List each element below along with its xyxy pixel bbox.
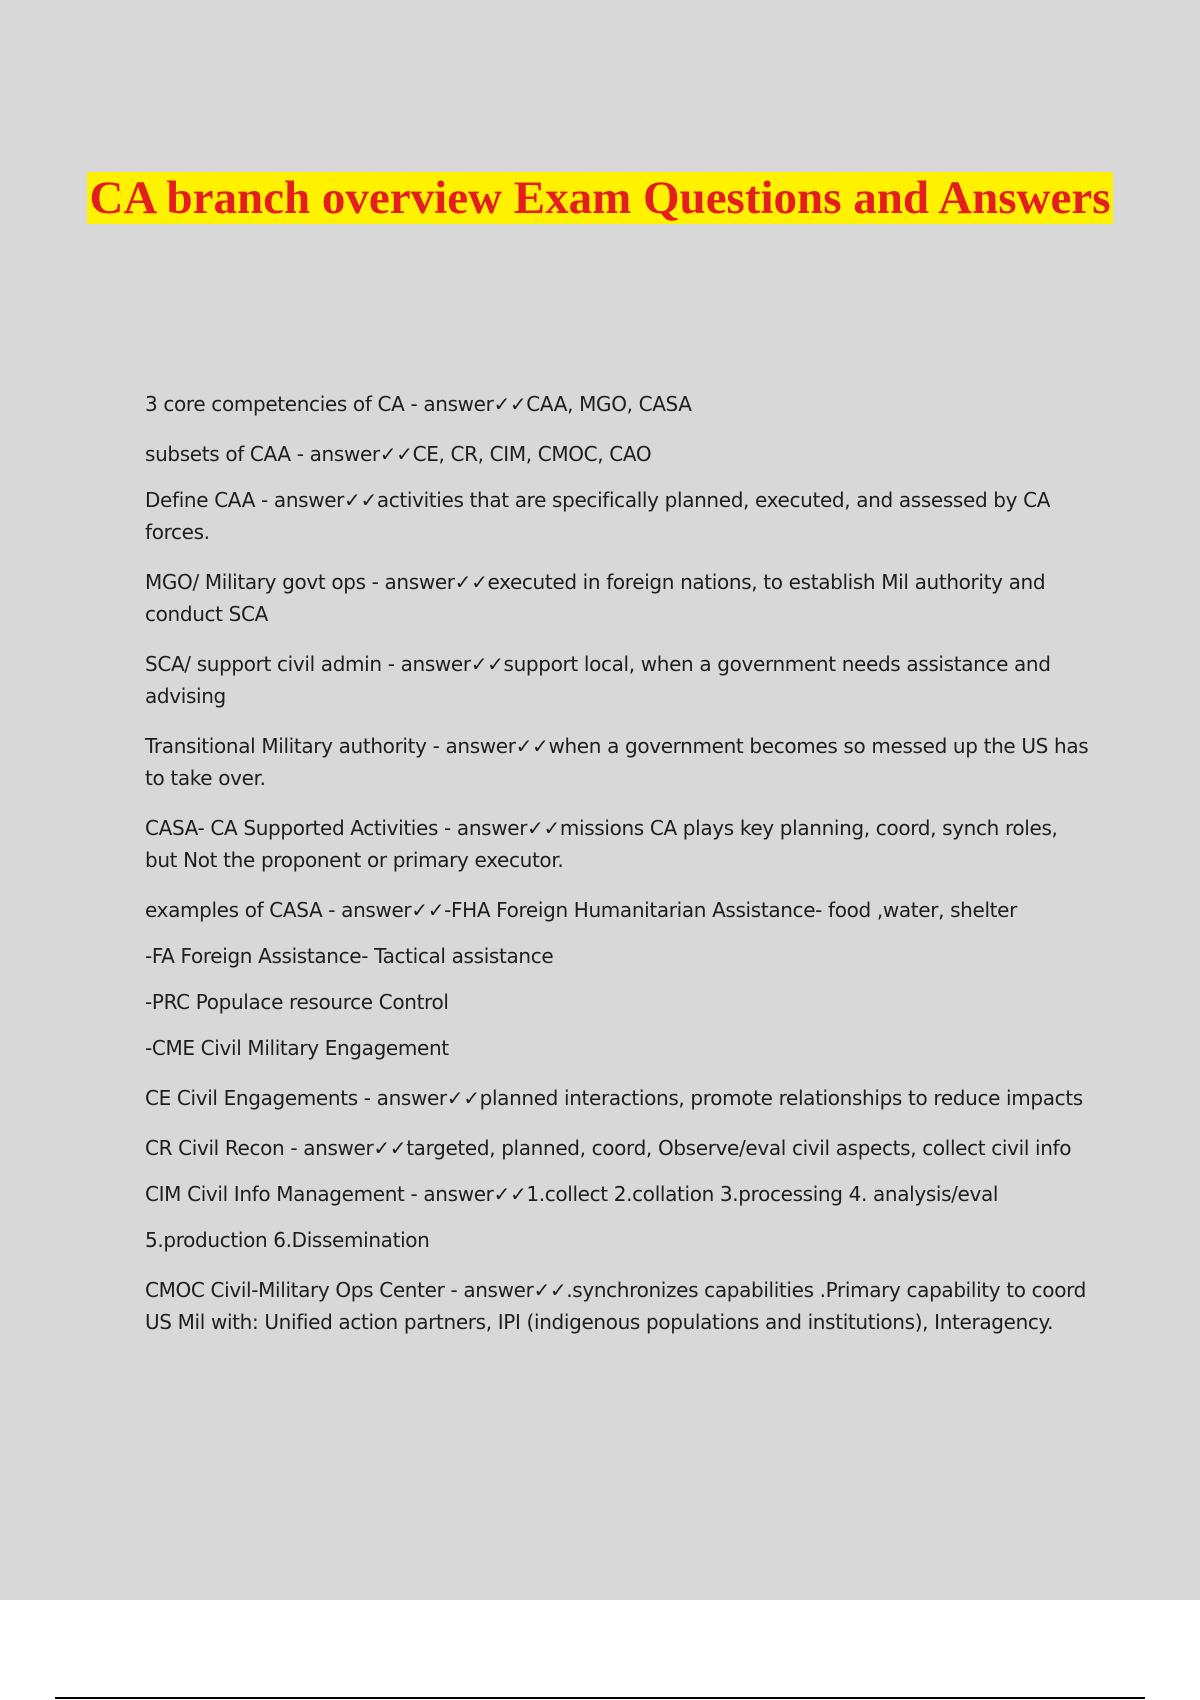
qa-entry: 3 core competencies of CA - answer✓✓CAA, MGO, CASA (145, 392, 692, 416)
footer-divider (55, 1697, 1145, 1699)
qa-entry: -FA Foreign Assistance- Tactical assistance (145, 944, 554, 968)
qa-entry: Transitional Military authority - answer✓✓when a government becomes so messed up the US has to take over. (145, 734, 1089, 790)
qa-list (145, 388, 1095, 1356)
qa-entry: CIM Civil Info Management - answer✓✓1.collect 2.collation 3.processing 4. analysis/eval (145, 1182, 999, 1206)
qa-entry: -CME Civil Military Engagement (145, 1036, 449, 1060)
qa-entry: subsets of CAA - answer✓✓CE, CR, CIM, CMOC, CAO (145, 442, 652, 466)
document-title-text: CA branch overview Exam Questions and Answers (89, 172, 1111, 224)
qa-entry: CR Civil Recon - answer✓✓targeted, planned, coord, Observe/eval civil aspects, collect civil info (145, 1136, 1072, 1160)
qa-entry: MGO/ Military govt ops - answer✓✓executed in foreign nations, to establish Mil authority and conduct SCA (145, 570, 1046, 626)
qa-entry: 5.production 6.Dissemination (145, 1228, 430, 1252)
qa-entry: examples of CASA - answer✓✓-FHA Foreign Humanitarian Assistance- food ,water, shelter (145, 898, 1017, 922)
qa-entry: -PRC Populace resource Control (145, 990, 449, 1014)
qa-entry: SCA/ support civil admin - answer✓✓support local, when a government needs assistance and advising (145, 652, 1051, 708)
qa-entry: CMOC Civil-Military Ops Center - answer✓✓.synchronizes capabilities .Primary capability to coord US Mil with: Unified action partners, IPI (indigenous populations and institutions), Interagency. (145, 1278, 1086, 1334)
qa-entry: Define CAA - answer✓✓activities that are specifically planned, executed, and assessed by CA forces. (145, 488, 1051, 544)
document-title (0, 168, 1200, 228)
qa-entry: CASA- CA Supported Activities - answer✓✓missions CA plays key planning, coord, synch roles, but Not the proponent or primary executor. (145, 816, 1058, 872)
qa-entry: CE Civil Engagements - answer✓✓planned interactions, promote relationships to reduce impacts (145, 1086, 1083, 1110)
